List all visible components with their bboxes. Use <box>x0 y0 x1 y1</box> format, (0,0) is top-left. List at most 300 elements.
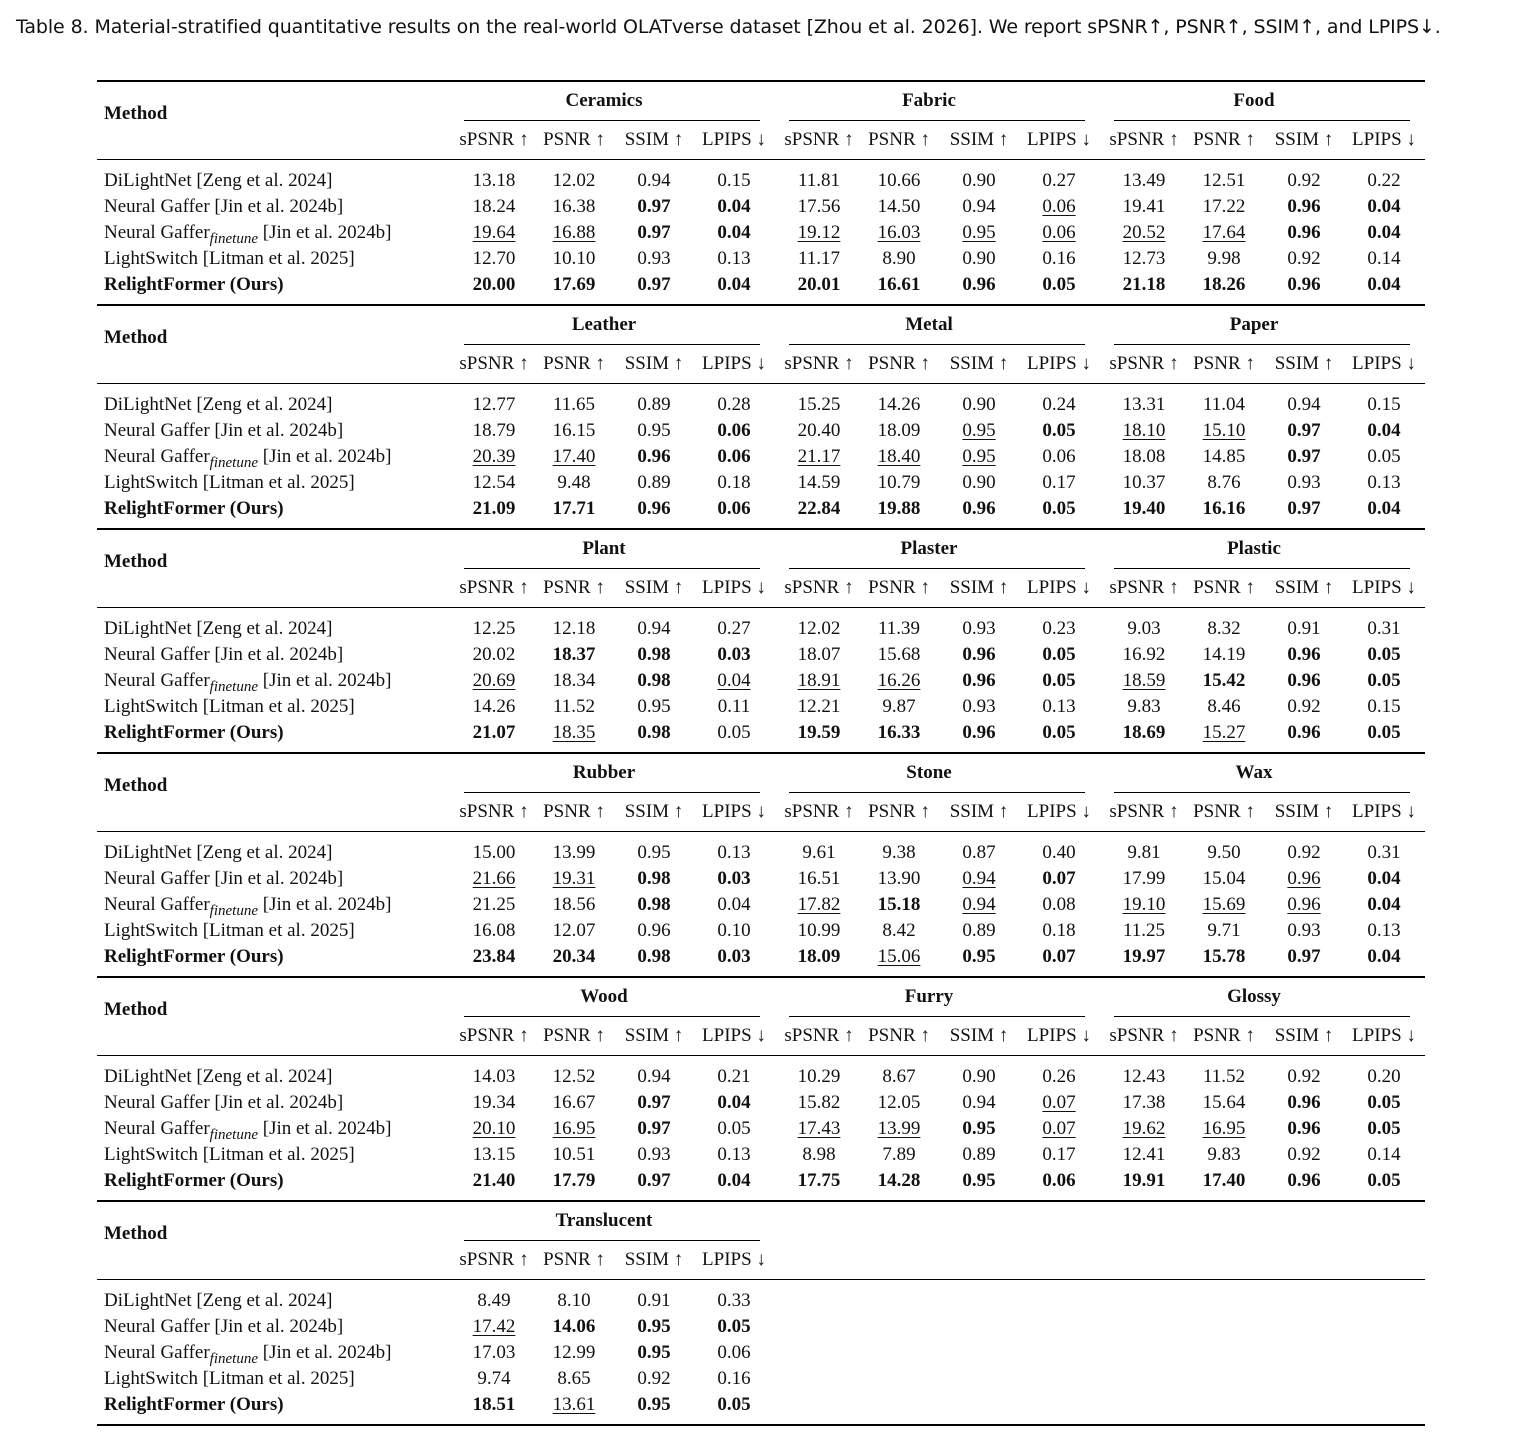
group-cmidrule <box>464 120 760 121</box>
value-text: 9.83 <box>1127 696 1161 717</box>
metric-value <box>779 842 859 864</box>
metric-header: LPIPS ↓ <box>702 577 766 598</box>
value-text: 18.08 <box>1122 446 1166 467</box>
group-cmidrule <box>789 792 1085 793</box>
metric-value <box>779 498 859 520</box>
value-text: 0.15 <box>1367 394 1401 415</box>
metric-value <box>1264 196 1344 218</box>
metric-value <box>454 722 534 744</box>
metric-header: sPSNR ↑ <box>1109 1025 1179 1046</box>
metric-value <box>779 1066 859 1088</box>
header-rule <box>97 159 1425 160</box>
metric-value <box>534 420 614 442</box>
metric-value <box>694 696 774 718</box>
value-text: 0.95 <box>962 420 996 441</box>
metric-value <box>1104 170 1184 192</box>
value-text: 0.05 <box>1042 274 1076 295</box>
value-text: 0.16 <box>1042 248 1076 269</box>
value-text: 8.10 <box>557 1290 591 1311</box>
value-text: 19.88 <box>877 498 921 519</box>
method-label: LightSwitch [Litman et al. 2025] <box>104 248 355 269</box>
metric-value <box>1019 446 1099 468</box>
value-text: 0.96 <box>1287 868 1321 889</box>
metric-value <box>1104 394 1184 416</box>
value-text: 0.94 <box>962 1092 996 1113</box>
metric-value <box>694 618 774 640</box>
metric-value <box>694 1170 774 1192</box>
metric-value <box>534 1144 614 1166</box>
metric-value <box>454 1342 534 1364</box>
value-text: 18.35 <box>552 722 596 743</box>
metric-header: SSIM ↑ <box>949 129 1009 150</box>
metric-value <box>694 670 774 692</box>
metric-value <box>859 196 939 218</box>
method-label: LightSwitch [Litman et al. 2025] <box>104 920 355 941</box>
metric-header: sPSNR ↑ <box>459 577 529 598</box>
metric-header: LPIPS ↓ <box>702 129 766 150</box>
metric-value <box>939 1066 1019 1088</box>
metric-value <box>614 1144 694 1166</box>
metric-value <box>1019 274 1099 296</box>
value-text: 12.73 <box>1122 248 1166 269</box>
metric-value <box>614 248 694 270</box>
metric-value <box>779 696 859 718</box>
metric-value <box>859 920 939 942</box>
metric-value <box>1264 920 1344 942</box>
metric-value <box>939 842 1019 864</box>
value-text: 0.98 <box>637 894 671 915</box>
metric-header: SSIM ↑ <box>624 129 684 150</box>
metric-value <box>534 644 614 666</box>
method-subscript: finetune <box>209 455 258 471</box>
value-text: 18.26 <box>1202 274 1246 295</box>
value-text: 16.95 <box>552 1118 596 1139</box>
metric-value <box>1344 222 1424 244</box>
metric-header: LPIPS ↓ <box>1027 1025 1091 1046</box>
method-name <box>104 274 284 296</box>
metric-value <box>1344 894 1424 916</box>
method-name <box>104 868 343 890</box>
value-text: 8.76 <box>1207 472 1241 493</box>
method-name <box>104 670 392 693</box>
method-citation: [Jin et al. 2024b] <box>258 1342 392 1363</box>
metric-value <box>454 618 534 640</box>
value-text: 0.92 <box>1287 696 1321 717</box>
metric-header: sPSNR ↑ <box>1109 353 1179 374</box>
metric-value <box>779 644 859 666</box>
metric-value <box>614 1066 694 1088</box>
value-text: 9.74 <box>477 1368 511 1389</box>
metric-value <box>1104 644 1184 666</box>
value-text: 0.05 <box>1042 420 1076 441</box>
value-text: 0.05 <box>1367 446 1401 467</box>
value-text: 16.03 <box>877 222 921 243</box>
value-text: 9.38 <box>882 842 916 863</box>
metric-value <box>694 644 774 666</box>
value-text: 0.04 <box>1367 420 1401 441</box>
metric-value <box>534 196 614 218</box>
metric-value <box>1344 1144 1424 1166</box>
metric-header: SSIM ↑ <box>624 801 684 822</box>
table-caption: Table 8. Material-stratified quantitative results on the real-world OLATverse dataset [Zhou et al. 2026]. We report sPSNR↑, PSNR↑, SSIM↑, and LPIPS↓. <box>16 16 1441 38</box>
material-header: Leather <box>571 314 637 335</box>
metric-header: LPIPS ↓ <box>1027 801 1091 822</box>
metric-value <box>1019 644 1099 666</box>
value-text: 0.92 <box>1287 170 1321 191</box>
header-rule <box>97 383 1425 384</box>
value-text: 23.84 <box>472 946 516 967</box>
metric-value <box>614 1118 694 1140</box>
value-text: 0.93 <box>1287 472 1321 493</box>
value-text: 8.32 <box>1207 618 1241 639</box>
method-citation: [Jin et al. 2024b] <box>258 1118 392 1139</box>
value-text: 12.07 <box>552 920 596 941</box>
metric-value <box>1104 670 1184 692</box>
metric-value <box>1184 248 1264 270</box>
metric-value <box>614 920 694 942</box>
metric-value <box>939 248 1019 270</box>
method-name <box>104 1144 355 1166</box>
metric-value <box>534 446 614 468</box>
metric-value <box>694 722 774 744</box>
method-label: Neural Gaffer <box>104 222 210 243</box>
metric-value <box>939 274 1019 296</box>
metric-value <box>1184 842 1264 864</box>
value-text: 0.96 <box>637 446 671 467</box>
value-text: 0.16 <box>717 1368 751 1389</box>
value-text: 0.97 <box>1287 946 1321 967</box>
metric-value <box>859 1144 939 1166</box>
metric-value <box>779 446 859 468</box>
metric-value <box>1344 722 1424 744</box>
metric-value <box>1184 1118 1264 1140</box>
value-text: 0.92 <box>1287 248 1321 269</box>
material-header: Rubber <box>572 762 636 783</box>
value-text: 18.24 <box>472 196 516 217</box>
metric-value <box>534 1368 614 1390</box>
value-text: 12.25 <box>472 618 516 639</box>
metric-value <box>779 420 859 442</box>
value-text: 0.10 <box>717 920 751 941</box>
value-text: 0.96 <box>1287 670 1321 691</box>
value-text: 0.13 <box>1042 696 1076 717</box>
method-label: Neural Gaffer <box>104 1118 210 1139</box>
value-text: 16.51 <box>797 868 841 889</box>
value-text: 21.09 <box>472 498 516 519</box>
metric-value <box>454 446 534 468</box>
value-text: 14.59 <box>797 472 841 493</box>
method-name <box>104 498 284 520</box>
value-text: 0.05 <box>1367 1118 1401 1139</box>
material-header: Translucent <box>555 1210 653 1231</box>
value-text: 19.91 <box>1122 1170 1166 1191</box>
metric-value <box>534 498 614 520</box>
value-text: 15.06 <box>877 946 921 967</box>
metric-value <box>939 420 1019 442</box>
table-block <box>97 304 1425 528</box>
metric-value <box>1019 420 1099 442</box>
value-text: 0.96 <box>962 644 996 665</box>
value-text: 0.96 <box>1287 1118 1321 1139</box>
value-text: 12.21 <box>797 696 841 717</box>
metric-header: LPIPS ↓ <box>1352 577 1416 598</box>
metric-value <box>534 618 614 640</box>
metric-value <box>859 472 939 494</box>
value-text: 18.91 <box>797 670 841 691</box>
metric-value <box>694 868 774 890</box>
metric-header: LPIPS ↓ <box>1352 1025 1416 1046</box>
method-name <box>104 946 284 968</box>
metric-value <box>1264 248 1344 270</box>
method-label: RelightFormer (Ours) <box>104 1170 284 1191</box>
value-text: 10.51 <box>552 1144 596 1165</box>
metric-value <box>1264 274 1344 296</box>
value-text: 13.61 <box>552 1394 596 1415</box>
metric-value <box>939 1170 1019 1192</box>
metric-value <box>1019 222 1099 244</box>
metric-header: LPIPS ↓ <box>1352 129 1416 150</box>
metric-header: SSIM ↑ <box>1274 577 1334 598</box>
metric-value <box>1264 894 1344 916</box>
metric-value <box>1264 222 1344 244</box>
value-text: 19.62 <box>1122 1118 1166 1139</box>
method-label: LightSwitch [Litman et al. 2025] <box>104 1368 355 1389</box>
value-text: 17.56 <box>797 196 841 217</box>
value-text: 16.33 <box>877 722 921 743</box>
metric-value <box>694 394 774 416</box>
metric-value <box>1344 196 1424 218</box>
method-label: RelightFormer (Ours) <box>104 498 284 519</box>
metric-value <box>1184 1066 1264 1088</box>
value-text: 0.05 <box>1367 644 1401 665</box>
value-text: 0.96 <box>637 920 671 941</box>
metric-value <box>614 1316 694 1338</box>
value-text: 0.92 <box>1287 1144 1321 1165</box>
value-text: 0.96 <box>1287 644 1321 665</box>
metric-value <box>859 618 939 640</box>
value-text: 12.52 <box>552 1066 596 1087</box>
metric-value <box>614 170 694 192</box>
value-text: 12.02 <box>552 170 596 191</box>
value-text: 15.82 <box>797 1092 841 1113</box>
value-text: 0.95 <box>962 1118 996 1139</box>
value-text: 0.89 <box>962 920 996 941</box>
metric-header: sPSNR ↑ <box>784 577 854 598</box>
value-text: 16.26 <box>877 670 921 691</box>
metric-value <box>939 696 1019 718</box>
value-text: 0.97 <box>637 1118 671 1139</box>
value-text: 13.49 <box>1122 170 1166 191</box>
metric-value <box>779 722 859 744</box>
metric-value <box>1344 842 1424 864</box>
top-rule <box>97 528 1425 530</box>
method-label: DiLightNet [Zeng et al. 2024] <box>104 394 333 415</box>
value-text: 0.13 <box>717 1144 751 1165</box>
value-text: 15.00 <box>472 842 516 863</box>
metric-value <box>1019 1092 1099 1114</box>
method-name <box>104 420 343 442</box>
value-text: 17.38 <box>1122 1092 1166 1113</box>
metric-value <box>1104 946 1184 968</box>
metric-value <box>534 274 614 296</box>
value-text: 10.37 <box>1122 472 1166 493</box>
material-header: Plastic <box>1227 538 1281 559</box>
metric-value <box>614 222 694 244</box>
value-text: 18.09 <box>877 420 921 441</box>
value-text: 0.05 <box>717 722 751 743</box>
metric-value <box>779 1118 859 1140</box>
metric-value <box>694 920 774 942</box>
value-text: 0.04 <box>1367 196 1401 217</box>
value-text: 10.10 <box>552 248 596 269</box>
value-text: 17.79 <box>552 1170 596 1191</box>
value-text: 0.96 <box>1287 1170 1321 1191</box>
value-text: 0.05 <box>1367 1170 1401 1191</box>
method-label: Neural Gaffer [Jin et al. 2024b] <box>104 868 344 889</box>
value-text: 8.67 <box>882 1066 916 1087</box>
metric-value <box>694 1290 774 1312</box>
value-text: 12.54 <box>472 472 516 493</box>
metric-value <box>1104 1092 1184 1114</box>
value-text: 0.06 <box>1042 1170 1076 1191</box>
metric-value <box>534 722 614 744</box>
value-text: 0.05 <box>717 1394 751 1415</box>
value-text: 0.07 <box>1042 868 1076 889</box>
metric-value <box>534 920 614 942</box>
metric-header: PSNR ↑ <box>868 353 930 374</box>
value-text: 15.42 <box>1202 670 1246 691</box>
metric-value <box>1104 868 1184 890</box>
value-text: 0.04 <box>1367 274 1401 295</box>
method-name <box>104 1316 343 1338</box>
method-citation: [Jin et al. 2024b] <box>258 446 392 467</box>
metric-value <box>1019 1066 1099 1088</box>
metric-value <box>1264 842 1344 864</box>
value-text: 21.07 <box>472 722 516 743</box>
method-header: Method <box>104 103 168 124</box>
metric-header: LPIPS ↓ <box>702 353 766 374</box>
value-text: 0.14 <box>1367 248 1401 269</box>
metric-value <box>1104 196 1184 218</box>
metric-value <box>454 1316 534 1338</box>
value-text: 11.81 <box>797 170 841 191</box>
metric-value <box>694 170 774 192</box>
value-text: 0.94 <box>637 618 671 639</box>
value-text: 7.89 <box>882 1144 916 1165</box>
value-text: 17.82 <box>797 894 841 915</box>
metric-value <box>1104 696 1184 718</box>
metric-header: sPSNR ↑ <box>459 1025 529 1046</box>
value-text: 9.81 <box>1127 842 1161 863</box>
value-text: 0.96 <box>962 722 996 743</box>
metric-header: SSIM ↑ <box>1274 801 1334 822</box>
value-text: 16.95 <box>1202 1118 1246 1139</box>
value-text: 17.71 <box>552 498 596 519</box>
metric-value <box>614 1170 694 1192</box>
group-cmidrule <box>789 120 1085 121</box>
method-name <box>104 644 343 666</box>
value-text: 0.92 <box>1287 1066 1321 1087</box>
metric-value <box>939 498 1019 520</box>
table-block <box>97 1200 1425 1424</box>
value-text: 20.02 <box>472 644 516 665</box>
metric-header: SSIM ↑ <box>949 353 1009 374</box>
metric-value <box>939 446 1019 468</box>
value-text: 0.05 <box>1042 722 1076 743</box>
value-text: 14.19 <box>1202 644 1246 665</box>
metric-value <box>1019 894 1099 916</box>
material-header: Paper <box>1229 314 1279 335</box>
metric-header: sPSNR ↑ <box>784 129 854 150</box>
metric-value <box>1184 446 1264 468</box>
metric-value <box>1344 170 1424 192</box>
metric-value <box>1104 1170 1184 1192</box>
value-text: 0.91 <box>1287 618 1321 639</box>
method-header: Method <box>104 999 168 1020</box>
metric-value <box>1104 1118 1184 1140</box>
metric-value <box>694 274 774 296</box>
value-text: 16.92 <box>1122 644 1166 665</box>
value-text: 0.06 <box>1042 222 1076 243</box>
metric-value <box>939 196 1019 218</box>
metric-value <box>534 1170 614 1192</box>
metric-value <box>1264 446 1344 468</box>
metric-value <box>454 868 534 890</box>
value-text: 17.03 <box>472 1342 516 1363</box>
metric-value <box>454 1144 534 1166</box>
metric-value <box>939 946 1019 968</box>
value-text: 11.65 <box>552 394 596 415</box>
metric-value <box>1184 170 1264 192</box>
metric-header: PSNR ↑ <box>543 577 605 598</box>
metric-value <box>1264 472 1344 494</box>
method-label: LightSwitch [Litman et al. 2025] <box>104 696 355 717</box>
metric-value <box>1344 920 1424 942</box>
metric-value <box>454 274 534 296</box>
metric-value <box>614 1342 694 1364</box>
group-cmidrule <box>464 792 760 793</box>
value-text: 18.59 <box>1122 670 1166 691</box>
material-header: Stone <box>906 762 952 783</box>
metric-value <box>694 1066 774 1088</box>
metric-header: LPIPS ↓ <box>702 1249 766 1270</box>
value-text: 0.95 <box>637 1394 671 1415</box>
metric-header: PSNR ↑ <box>543 1249 605 1270</box>
value-text: 0.97 <box>637 1092 671 1113</box>
value-text: 0.05 <box>1042 498 1076 519</box>
method-label: Neural Gaffer <box>104 894 210 915</box>
table-block <box>97 752 1425 976</box>
metric-value <box>779 472 859 494</box>
value-text: 8.98 <box>802 1144 836 1165</box>
header-rule <box>97 607 1425 608</box>
value-text: 0.05 <box>717 1316 751 1337</box>
metric-value <box>1344 1092 1424 1114</box>
metric-value <box>1184 222 1264 244</box>
metric-value <box>1344 946 1424 968</box>
value-text: 11.52 <box>552 696 596 717</box>
header-rule <box>97 1055 1425 1056</box>
metric-value <box>1184 1144 1264 1166</box>
metric-header: PSNR ↑ <box>1193 129 1255 150</box>
method-name <box>104 248 355 270</box>
metric-value <box>614 1290 694 1312</box>
method-label: DiLightNet [Zeng et al. 2024] <box>104 1290 333 1311</box>
metric-value <box>1104 842 1184 864</box>
metric-value <box>859 722 939 744</box>
value-text: 8.46 <box>1207 696 1241 717</box>
value-text: 15.04 <box>1202 868 1246 889</box>
